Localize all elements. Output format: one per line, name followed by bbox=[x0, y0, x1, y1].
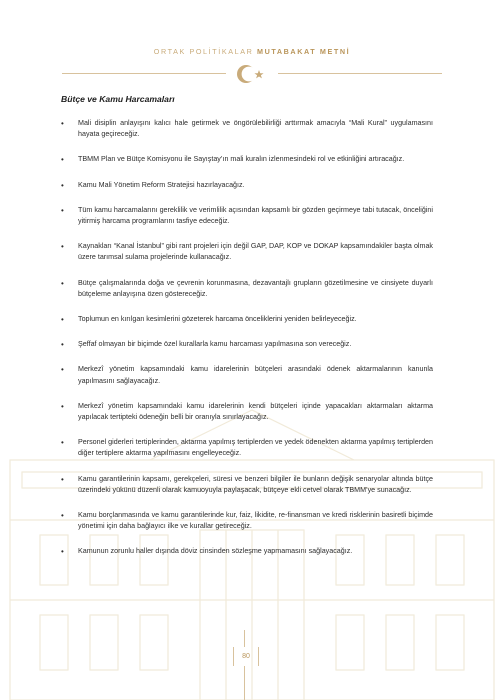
list-item: • Kaynakları “Kanal İstanbul” gibi rant projeleri için değil GAP, DAP, KOP ve DOKAP kapsamındakiler başta olmak üzere tarımsal sulama projelerinde kullanacağız. bbox=[61, 241, 433, 263]
list-item: • Bütçe çalışmalarında doğa ve çevrenin korunmasına, dezavantajlı grupların gözetilmesine ve cinsiyete duyarlı bütçeleme anlayışına özen göstereceğiz. bbox=[61, 278, 433, 300]
list-item: • Şeffaf olmayan bir biçimde özel kurallarla kamu harcaması yapılmasına son vereceğiz. bbox=[61, 339, 433, 350]
page-rule-bottom bbox=[244, 666, 245, 700]
page-rule-top bbox=[244, 630, 245, 647]
list-item: • Kamu borçlanmasında ve kamu garantilerinde kur, faiz, likidite, re-finansman ve kredi risklerinin basiretli biçimde yönetimi için daha bağlayıcı ilke ve kurallar getireceğiz. bbox=[61, 510, 433, 532]
section-title: Bütçe ve Kamu Harcamaları bbox=[61, 94, 175, 104]
list-item: • Tüm kamu harcamalarını gereklilik ve verimlilik açısından kapsamlı bir gözden geçirmeye tabi tutacak, önceliğini yitirmiş harcama programlarını tasfiye edeceğiz. bbox=[61, 205, 433, 227]
header-rule-right bbox=[278, 73, 442, 74]
list-item: • Kamu Mali Yönetim Reform Stratejisi hazırlayacağız. bbox=[61, 180, 433, 191]
header-title-prefix: ORTAK POLİTİKALAR bbox=[153, 47, 254, 56]
list-item: • Kamunun zorunlu haller dışında döviz cinsinden sözleşme yapmamasını sağlayacağız. bbox=[61, 546, 433, 557]
bullet-list bbox=[61, 118, 433, 558]
header-title bbox=[0, 47, 504, 56]
list-item: • Merkezî yönetim kapsamındaki kamu idarelerinin bütçeleri arasındaki ödenek aktarmalarının kanunla yapılmasını sağlayacağız. bbox=[61, 364, 433, 386]
crescent-star-icon bbox=[230, 62, 274, 86]
list-item: • Kamu garantilerinin kapsamı, gerekçeleri, süresi ve benzeri bilgiler ile bunların değişik senaryolar altında bütçe üzerindeki yükünü düzenli olarak kamuoyuyla paylaşacak, bütçeye ekli cetvel olarak TBMM’ye sunacağız. bbox=[61, 474, 433, 496]
header-rule-left bbox=[62, 73, 226, 74]
list-item: • TBMM Plan ve Bütçe Komisyonu ile Sayıştay’ın mali kuralın izlenmesindeki rol ve etkinliğini artıracağız. bbox=[61, 154, 433, 165]
list-item: • Merkezî yönetim kapsamındaki kamu idarelerinin kendi bütçeleri içinde yapacakları aktarmaları aktarma yapılacak tertipteki ödeneğin belli bir oranıyla sınırlayacağız. bbox=[61, 401, 433, 423]
list-item: • Personel giderleri tertiplerinden, aktarma yapılmış tertiplerden ve yedek ödenekten aktarma yapılmış tertiplerden diğer tertiplere aktarma yapılmasını engelleyeceğiz. bbox=[61, 437, 433, 459]
header-title-bold: MUTABAKAT METNİ bbox=[257, 47, 351, 56]
list-item: • Mali disiplin anlayışını kalıcı hale getirmek ve öngörülebilirliği arttırmak amacıyla “Mali Kural” uygulamasını hayata geçireceğiz. bbox=[61, 118, 433, 140]
list-item: • Toplumun en kırılgan kesimlerini gözeterek harcama önceliklerini yeniden belirleyeceğiz. bbox=[61, 314, 433, 325]
page-number: 80 bbox=[233, 647, 259, 666]
